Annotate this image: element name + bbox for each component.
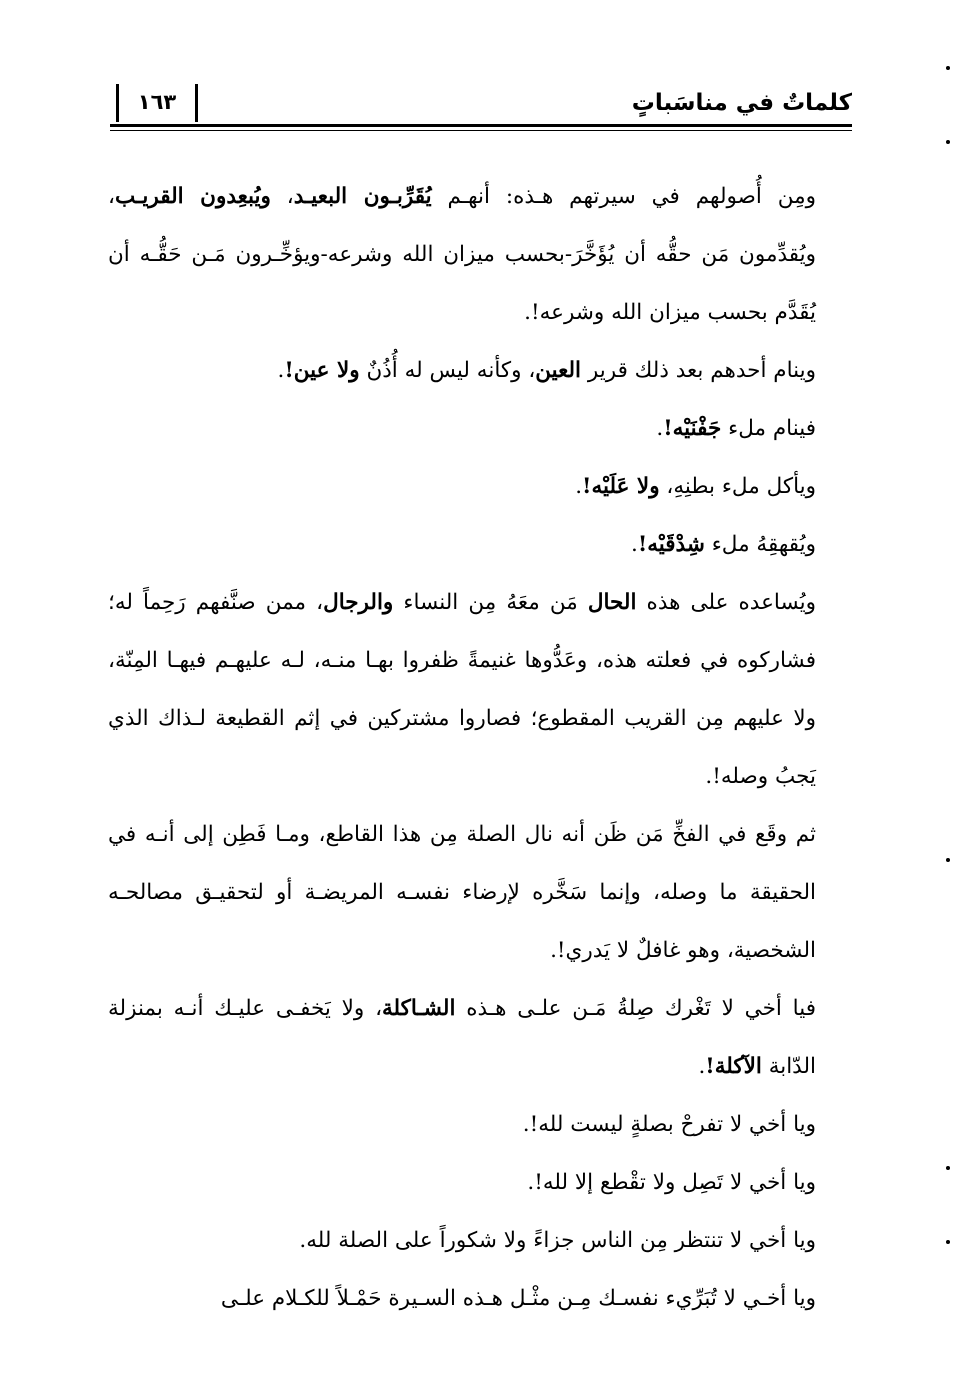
bold-text: جَفْنَيْه! xyxy=(663,416,722,441)
body-text xyxy=(108,168,816,1328)
text-segment: . xyxy=(277,358,285,383)
text-segment: . xyxy=(575,474,583,499)
text-segment: ويُساعده على هذه xyxy=(636,590,816,615)
paragraph xyxy=(108,806,816,980)
paragraph xyxy=(108,1270,816,1328)
paragraph xyxy=(108,516,816,574)
page-header xyxy=(110,84,852,132)
bold-text: الآكلة! xyxy=(705,1054,762,1079)
paragraph xyxy=(108,400,816,458)
header-rule-thin xyxy=(110,130,852,131)
text-segment: ومِن أُصولهم في سيرتهم هـذه: أنهـم xyxy=(431,184,816,209)
paragraph xyxy=(108,1212,816,1270)
margin-mark xyxy=(946,66,950,70)
text-segment: ثم وقَع في الفخِّ مَن ظَن أنه نال الصلة مِن هذا القاطع، ومـا فَطِن إلى أنـه في الحقيقة ما وصله، وإنما سَخَّره لإرضاء نفسـه المريضـة أو لتحقيـق مصالحـه الشخصية، وهو غافلٌ لا يَدري!. xyxy=(108,822,816,963)
paragraph xyxy=(108,342,816,400)
bold-text: الشـاكلة xyxy=(382,996,456,1021)
page-number: ١٦٣ xyxy=(116,84,198,122)
text-segment: وينام أحدهم بعد ذلك قرير xyxy=(581,358,816,383)
bold-text: العين xyxy=(535,358,582,383)
text-segment: ويُقهقِهُ ملء xyxy=(704,532,816,557)
text-segment: فيا أخي لا تَغْرك صِلةُ مَـن علـى هـذه xyxy=(455,996,816,1021)
bold-text: يُقَرِّبـون البعيـد xyxy=(293,184,432,209)
paragraph xyxy=(108,458,816,516)
text-segment: ويا أخـي لا تُبَرِّيء نفسـك مِـن مثْـل هـذه السـيرة حَمْـلاً للكـلام علـى xyxy=(220,1286,816,1311)
margin-mark xyxy=(946,1240,950,1244)
text-segment: . xyxy=(698,1054,706,1079)
text-segment: . xyxy=(656,416,664,441)
header-rule-thick xyxy=(110,124,852,127)
text-segment: فينام ملء xyxy=(721,416,816,441)
text-segment: ، ممن صنَّفهم رَحِماً له؛ فشاركوه في فعلته هذه، وعَدُّوها غنيمةً ظفروا بهـا منـه، لـه عليهـم فيهـا المِنّة، ولا عليهم مِن القريب المقطوع؛ فصاروا مشتركين في إثم القطيعة لـذاك الذي يَجبُ وصله!. xyxy=(108,590,816,789)
text-segment: ويا أخي لا تفرحْ بصلةٍ ليست لله!. xyxy=(522,1112,816,1137)
bold-text: الحال xyxy=(587,590,637,615)
text-segment: ويأكل ملء بطنِهِ، xyxy=(659,474,816,499)
bold-text: ولا عين! xyxy=(284,358,360,383)
margin-mark xyxy=(946,858,950,862)
paragraph xyxy=(108,1096,816,1154)
bold-text: شِدْقَيْه! xyxy=(637,532,705,557)
margin-mark xyxy=(946,1166,950,1170)
text-segment: مَن معَهُ مِن النساء xyxy=(393,590,588,615)
paragraph xyxy=(108,574,816,806)
bold-text: والرجال xyxy=(323,590,394,615)
bold-text: ولا عَلَيْه! xyxy=(582,474,660,499)
paragraph xyxy=(108,168,816,342)
paragraph xyxy=(108,980,816,1096)
book-title: كلماتٌ في مناسَباتٍ xyxy=(631,90,852,116)
paragraph xyxy=(108,1154,816,1212)
text-segment: ، وكأنه ليس له أُذُنٌ xyxy=(359,358,536,383)
text-segment: ، ويُقدِّمون مَن حقُّه أن يُؤَخَّرَ-بحسب ميزان الله وشرعه-ويؤخِّـرون مَـن حَقُّـه أن يُقَدَّم بحسب ميزان الله وشرعه!. xyxy=(108,184,816,325)
text-segment: ، xyxy=(270,184,294,209)
text-segment: ويا أخي لا تَصِل ولا تقْطع إلا لله!. xyxy=(527,1170,816,1195)
text-segment: . xyxy=(630,532,638,557)
bold-text: ويُبعِدون القريـب xyxy=(114,184,271,209)
text-segment: ويا أخي لا تنتظر مِن الناس جزاءً ولا شكوراً على الصلة لله. xyxy=(299,1228,816,1253)
text-segment: ، ولا يَخفـى عليـك أنـه بمنزلة الدّابة xyxy=(108,996,816,1079)
margin-mark xyxy=(946,140,950,144)
